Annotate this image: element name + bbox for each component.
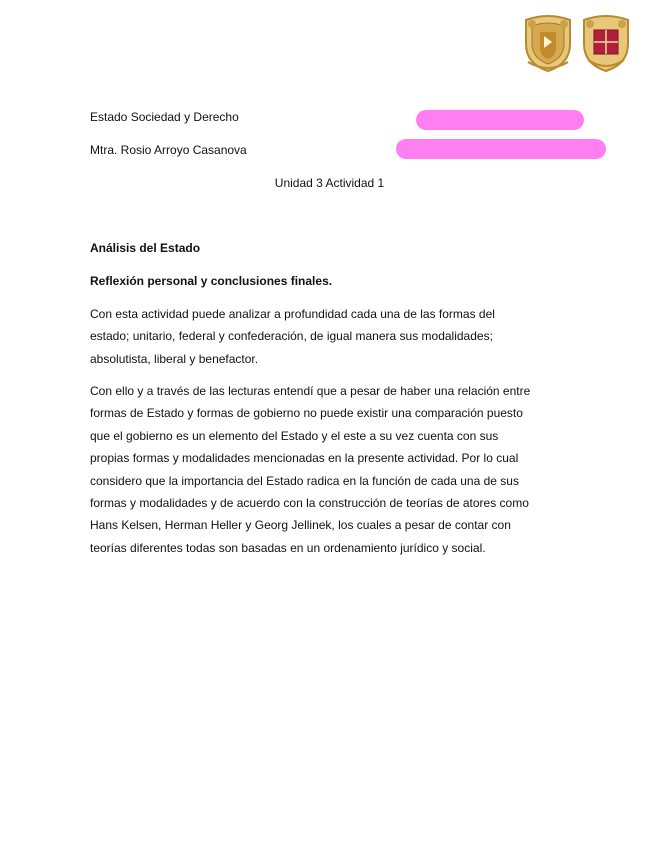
paragraph-line: absolutista, liberal y benefactor. xyxy=(90,351,259,366)
paragraph-2 xyxy=(90,380,570,559)
section-title: Análisis del Estado xyxy=(90,241,201,255)
paragraph-line: considero que la importancia del Estado radica en la función de cada una de sus xyxy=(90,473,519,488)
course-name: Estado Sociedad y Derecho xyxy=(90,110,239,124)
paragraph-line: Con ello y a través de las lecturas entendí que a pesar de haber una relación entre xyxy=(90,384,531,398)
paragraph-1 xyxy=(90,303,570,370)
section-subtitle: Reflexión personal y conclusiones finales. xyxy=(90,274,333,288)
paragraph-line: Con esta actividad puede analizar a profundidad cada una de las formas del xyxy=(90,307,495,321)
paragraph-line: formas de Estado y formas de gobierno no puede existir una comparación puesto xyxy=(90,406,523,421)
paragraph-line: que el gobierno es un elemento del Estado y el este a su vez cuenta con sus xyxy=(90,428,499,443)
unit-label xyxy=(0,175,655,191)
paragraph-line: estado; unitario, federal y confederación, de igual manera sus modalidades; xyxy=(90,329,493,344)
teacher-name: Mtra. Rosio Arroyo Casanova xyxy=(90,143,247,157)
paragraph-line: teorías diferentes todas son basadas en un ordenamiento jurídico y social. xyxy=(90,540,486,555)
redacted-student-id xyxy=(396,139,606,159)
redacted-student-name xyxy=(416,110,584,130)
unit-text: Unidad 3 Actividad 1 xyxy=(274,176,385,190)
logo-group xyxy=(522,14,632,72)
paragraph-line: Hans Kelsen, Herman Heller y Georg Jellinek, los cuales a pesar de contar con xyxy=(90,518,511,533)
law-faculty-shield-icon xyxy=(580,14,632,72)
paragraph-line: formas y modalidades y de acuerdo con la construcción de teorías de atores como xyxy=(90,496,529,511)
unam-shield-icon xyxy=(522,14,574,72)
paragraph-line: propias formas y modalidades mencionadas en la presente actividad. Por lo cual xyxy=(90,451,519,466)
